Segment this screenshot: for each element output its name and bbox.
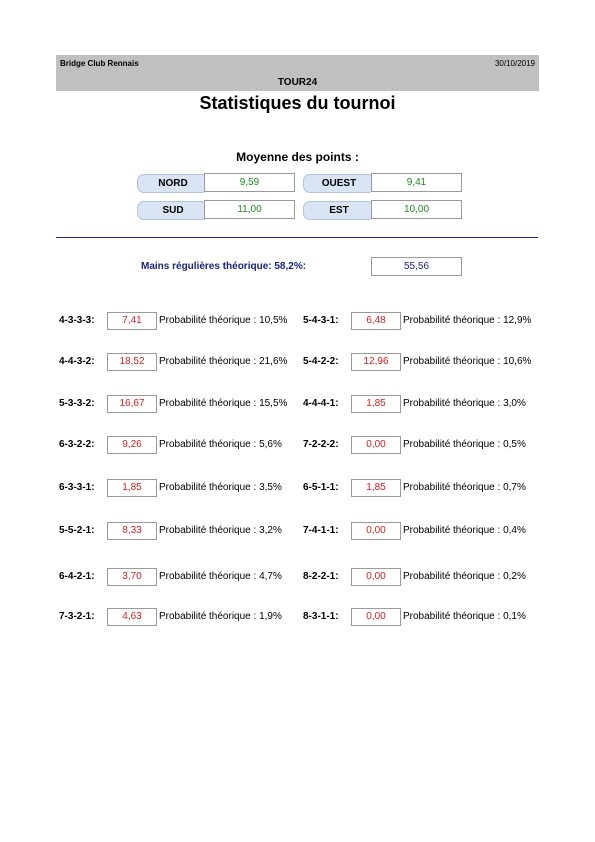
nord-label: NORD: [137, 174, 209, 193]
distribution-row: [0, 522, 595, 540]
nord-value: 9,59: [204, 173, 295, 192]
distribution-percent: 6,48: [351, 312, 401, 330]
distribution-label: 6-5-1-1:: [303, 482, 339, 493]
theoretical-probability: Probabilité théorique : 21,6%: [159, 356, 288, 367]
theoretical-probability: Probabilité théorique : 0,1%: [403, 611, 526, 622]
regular-hands-value: 55,56: [371, 257, 462, 276]
distribution-row: [0, 353, 595, 371]
distribution-row: [0, 479, 595, 497]
distribution-label: 6-4-2-1:: [59, 571, 95, 582]
distribution-percent: 8,33: [107, 522, 157, 540]
distribution-label: 8-3-1-1:: [303, 611, 339, 622]
distribution-label: 4-4-4-1:: [303, 398, 339, 409]
est-value: 10,00: [371, 200, 462, 219]
distribution-label: 6-3-2-2:: [59, 439, 95, 450]
theoretical-probability: Probabilité théorique : 3,0%: [403, 398, 526, 409]
distribution-row: [0, 568, 595, 586]
distribution-percent: 0,00: [351, 568, 401, 586]
theoretical-probability: Probabilité théorique : 1,9%: [159, 611, 282, 622]
distribution-row: [0, 436, 595, 454]
theoretical-probability: Probabilité théorique : 0,7%: [403, 482, 526, 493]
distribution-percent: 7,41: [107, 312, 157, 330]
distribution-label: 7-2-2-2:: [303, 439, 339, 450]
regular-hands-label: Mains régulières théorique: 58,2%:: [141, 261, 307, 272]
distribution-percent: 4,63: [107, 608, 157, 626]
distribution-row: [0, 608, 595, 626]
theoretical-probability: Probabilité théorique : 5,6%: [159, 439, 282, 450]
distribution-percent: 0,00: [351, 436, 401, 454]
report-date: 30/10/2019: [494, 59, 535, 68]
distribution-label: 5-5-2-1:: [59, 525, 95, 536]
theoretical-probability: Probabilité théorique : 4,7%: [159, 571, 282, 582]
theoretical-probability: Probabilité théorique : 10,5%: [159, 315, 288, 326]
distribution-label: 4-4-3-2:: [59, 356, 95, 367]
distribution-label: 8-2-2-1:: [303, 571, 339, 582]
distribution-row: [0, 312, 595, 330]
ouest-label: OUEST: [303, 174, 375, 193]
section-divider: [56, 237, 538, 238]
distribution-percent: 18,52: [107, 353, 157, 371]
ouest-value: 9,41: [371, 173, 462, 192]
distribution-label: 5-4-2-2:: [303, 356, 339, 367]
distribution-percent: 16,67: [107, 395, 157, 413]
distribution-percent: 3,70: [107, 568, 157, 586]
sud-label: SUD: [137, 201, 209, 220]
distribution-label: 6-3-3-1:: [59, 482, 95, 493]
distribution-label: 5-3-3-2:: [59, 398, 95, 409]
theoretical-probability: Probabilité théorique : 3,5%: [159, 482, 282, 493]
distribution-percent: 12,96: [351, 353, 401, 371]
distribution-row: [0, 395, 595, 413]
theoretical-probability: Probabilité théorique : 0,5%: [403, 439, 526, 450]
distribution-percent: 9,26: [107, 436, 157, 454]
theoretical-probability: Probabilité théorique : 0,4%: [403, 525, 526, 536]
page-title: Statistiques du tournoi: [199, 93, 396, 113]
distribution-percent: 0,00: [351, 608, 401, 626]
distribution-percent: 1,85: [107, 479, 157, 497]
distribution-label: 7-3-2-1:: [59, 611, 95, 622]
distribution-percent: 0,00: [351, 522, 401, 540]
distribution-label: 5-4-3-1:: [303, 315, 339, 326]
header-bar: [56, 55, 539, 91]
theoretical-probability: Probabilité théorique : 10,6%: [403, 356, 532, 367]
theoretical-probability: Probabilité théorique : 12,9%: [403, 315, 532, 326]
distribution-label: 7-4-1-1:: [303, 525, 339, 536]
theoretical-probability: Probabilité théorique : 0,2%: [403, 571, 526, 582]
theoretical-probability: Probabilité théorique : 15,5%: [159, 398, 288, 409]
distribution-percent: 1,85: [351, 395, 401, 413]
average-points-heading: Moyenne des points :: [236, 150, 359, 164]
distribution-label: 4-3-3-3:: [59, 315, 95, 326]
club-name: Bridge Club Rennais: [60, 59, 139, 68]
sud-value: 11,00: [204, 200, 295, 219]
distribution-percent: 1,85: [351, 479, 401, 497]
theoretical-probability: Probabilité théorique : 3,2%: [159, 525, 282, 536]
est-label: EST: [303, 201, 375, 220]
tournament-id: TOUR24: [277, 77, 318, 88]
